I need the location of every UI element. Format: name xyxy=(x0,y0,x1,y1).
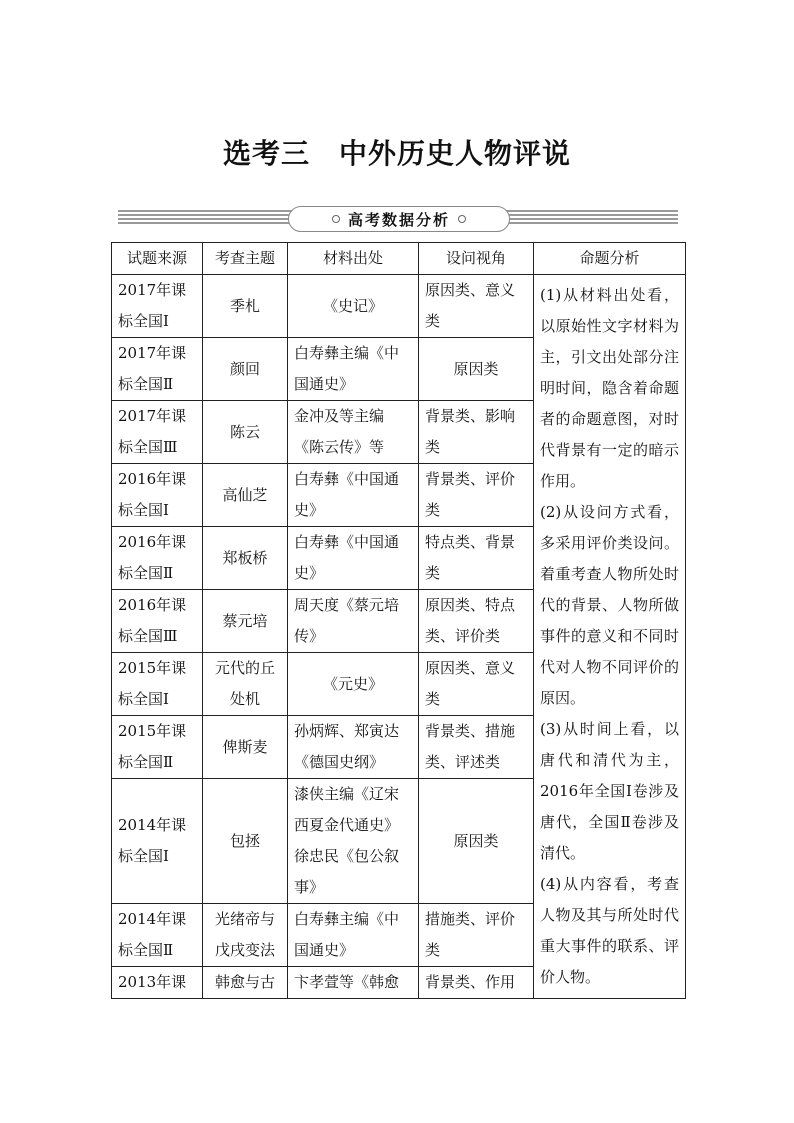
banner-stripes-right xyxy=(493,210,678,226)
cell-angle: 措施类、评价类 xyxy=(419,904,534,967)
cell-topic: 光绪帝与戊戌变法 xyxy=(203,904,288,967)
table-header-row xyxy=(112,243,686,275)
cell-topic: 元代的丘处机 xyxy=(203,653,288,716)
page-title: 选考三 中外历史人物评说 xyxy=(222,137,571,170)
cell-material: 白寿彝主编《中国通史》 xyxy=(288,904,419,967)
analysis-paragraph: (4)从内容看，考查人物及其与所处时代重大事件的联系、评价人物。 xyxy=(540,875,679,986)
cell-material: 卞孝萱等《韩愈 xyxy=(288,967,419,999)
cell-angle: 特点类、背景类 xyxy=(419,527,534,590)
cell-angle: 原因类 xyxy=(419,779,534,904)
cell-source: 2016年课标全国Ⅰ xyxy=(112,464,203,527)
banner-pill xyxy=(288,206,510,232)
table-body xyxy=(112,243,686,999)
analysis-paragraph: (1)从材料出处看，以原始性文字材料为主，引文出处部分注明时间，隐含着命题者的命题意图，对时代背景有一定的暗示作用。 xyxy=(540,286,679,490)
cell-topic: 俾斯麦 xyxy=(203,716,288,779)
analysis-paragraph: (3)从时间上看，以唐代和清代为主，2016年全国Ⅰ卷涉及唐代，全国Ⅱ卷涉及清代。 xyxy=(540,720,679,862)
section-banner xyxy=(118,206,678,232)
cell-angle: 原因类、特点类、评价类 xyxy=(419,590,534,653)
analysis-paragraph: (2)从设问方式看，多采用评价类设问。着重考查人物所处时代的背景、人物所做事件的意义和不同时代对人物不同评价的原因。 xyxy=(540,503,679,707)
cell-source: 2017年课标全国Ⅰ xyxy=(112,275,203,338)
cell-topic: 韩愈与古 xyxy=(203,967,288,999)
cell-material: 白寿彝《中国通史》 xyxy=(288,464,419,527)
cell-material: 《元史》 xyxy=(288,653,419,716)
header-angle: 设问视角 xyxy=(419,243,534,275)
cell-angle: 原因类、意义类 xyxy=(419,653,534,716)
cell-angle: 背景类、措施类、评述类 xyxy=(419,716,534,779)
cell-material: 金冲及等主编《陈云传》等 xyxy=(288,401,419,464)
cell-topic: 郑板桥 xyxy=(203,527,288,590)
cell-angle: 背景类、作用 xyxy=(419,967,534,999)
banner-stripes-left xyxy=(118,210,303,226)
circle-icon xyxy=(332,215,340,223)
cell-source: 2017年课标全国Ⅱ xyxy=(112,338,203,401)
cell-material: 漆侠主编《辽宋西夏金代通史》徐忠民《包公叙事》 xyxy=(288,779,419,904)
cell-source: 2014年课标全国Ⅱ xyxy=(112,904,203,967)
cell-source: 2016年课标全国Ⅲ xyxy=(112,590,203,653)
cell-source: 2015年课标全国Ⅱ xyxy=(112,716,203,779)
cell-topic: 高仙芝 xyxy=(203,464,288,527)
header-material: 材料出处 xyxy=(288,243,419,275)
header-topic: 考查主题 xyxy=(203,243,288,275)
cell-source: 2015年课标全国Ⅰ xyxy=(112,653,203,716)
header-analysis: 命题分析 xyxy=(534,243,686,275)
cell-topic: 蔡元培 xyxy=(203,590,288,653)
header-source: 试题来源 xyxy=(112,243,203,275)
cell-topic: 季札 xyxy=(203,275,288,338)
exam-data-table xyxy=(111,242,686,999)
cell-material: 白寿彝主编《中国通史》 xyxy=(288,338,419,401)
circle-icon xyxy=(458,215,466,223)
cell-source: 2014年课标全国Ⅰ xyxy=(112,779,203,904)
cell-material: 孙炳辉、郑寅达《德国史纲》 xyxy=(288,716,419,779)
cell-angle: 背景类、评价类 xyxy=(419,464,534,527)
cell-angle: 背景类、影响类 xyxy=(419,401,534,464)
cell-angle: 原因类、意义类 xyxy=(419,275,534,338)
cell-topic: 包拯 xyxy=(203,779,288,904)
cell-source: 2013年课 xyxy=(112,967,203,999)
cell-material: 白寿彝《中国通史》 xyxy=(288,527,419,590)
cell-topic: 陈云 xyxy=(203,401,288,464)
cell-material: 《史记》 xyxy=(288,275,419,338)
analysis-cell xyxy=(534,275,686,999)
cell-source: 2016年课标全国Ⅱ xyxy=(112,527,203,590)
cell-angle: 原因类 xyxy=(419,338,534,401)
cell-source: 2017年课标全国Ⅲ xyxy=(112,401,203,464)
banner-label: 高考数据分析 xyxy=(347,210,450,229)
table-row xyxy=(112,275,686,338)
cell-topic: 颜回 xyxy=(203,338,288,401)
cell-material: 周天度《蔡元培传》 xyxy=(288,590,419,653)
